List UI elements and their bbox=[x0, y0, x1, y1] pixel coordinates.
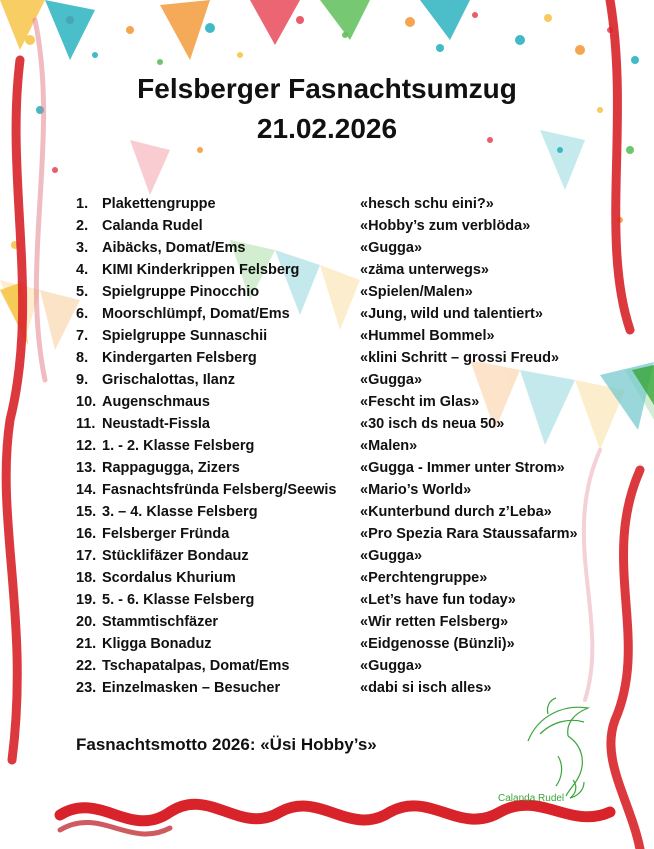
entry-motto: «Pro Spezia Rara Staussafarm» bbox=[360, 526, 578, 542]
entry-motto: «klini Schritt – grossi Freud» bbox=[360, 350, 560, 366]
list-item bbox=[76, 504, 596, 526]
list-item bbox=[76, 284, 596, 306]
entry-group: Plakettengruppe bbox=[102, 196, 216, 212]
parade-list bbox=[76, 196, 596, 702]
list-item bbox=[76, 372, 596, 394]
list-item bbox=[76, 240, 596, 262]
entry-motto: «Fescht im Glas» bbox=[360, 394, 480, 410]
list-item bbox=[76, 526, 596, 548]
entry-motto: «Mario’s World» bbox=[360, 482, 472, 498]
entry-motto: «Gugga» bbox=[360, 240, 423, 256]
entry-number: 4. bbox=[76, 262, 89, 278]
entry-number: 11. bbox=[76, 416, 96, 432]
entry-number: 3. bbox=[76, 240, 89, 256]
entry-group: Tschapatalpas, Domat/Ems bbox=[102, 658, 290, 674]
event-date: 21.02.2026 bbox=[256, 113, 398, 144]
list-item bbox=[76, 460, 596, 482]
entry-number: 19. bbox=[76, 592, 97, 608]
entry-number: 6. bbox=[76, 306, 89, 322]
entry-motto: «Let’s have fun today» bbox=[360, 592, 516, 608]
list-item bbox=[76, 636, 596, 658]
list-item bbox=[76, 482, 596, 504]
entry-motto: «hesch schu eini?» bbox=[360, 196, 494, 212]
page-title: Felsberger Fasnachtsumzug bbox=[137, 73, 517, 104]
entry-motto: «Gugga - Immer unter Strom» bbox=[360, 460, 565, 476]
list-item bbox=[76, 350, 596, 372]
list-item bbox=[76, 658, 596, 680]
list-item bbox=[76, 306, 596, 328]
entry-motto: «Hobby’s zum verblöda» bbox=[360, 218, 531, 234]
entry-number: 1. bbox=[76, 196, 89, 212]
entry-motto: «Gugga» bbox=[360, 372, 423, 388]
entry-number: 9. bbox=[76, 372, 89, 388]
entry-motto: «Spielen/Malen» bbox=[360, 284, 473, 300]
entry-group: 5. - 6. Klasse Felsberg bbox=[102, 592, 255, 608]
list-item bbox=[76, 196, 596, 218]
entry-motto: «Wir retten Felsberg» bbox=[360, 614, 509, 630]
entry-number: 23. bbox=[76, 680, 97, 696]
entry-group: Einzelmasken – Besucher bbox=[102, 680, 281, 696]
entry-group: Scordalus Khurium bbox=[102, 570, 236, 586]
entry-motto: «Perchtengruppe» bbox=[360, 570, 488, 586]
entry-number: 12. bbox=[76, 438, 97, 454]
entry-number: 21. bbox=[76, 636, 97, 652]
list-item bbox=[76, 328, 596, 350]
fasnacht-motto: Fasnachtsmotto 2026: «Üsi Hobby’s» bbox=[76, 735, 377, 754]
entry-number: 18. bbox=[76, 570, 97, 586]
logo-caption: Calanda Rudel bbox=[498, 793, 565, 804]
entry-group: Calanda Rudel bbox=[102, 218, 203, 234]
entry-number: 22. bbox=[76, 658, 97, 674]
entry-number: 13. bbox=[76, 460, 97, 476]
entry-group: Aibäcks, Domat/Ems bbox=[102, 240, 246, 256]
list-item bbox=[76, 394, 596, 416]
entry-number: 15. bbox=[76, 504, 97, 520]
entry-group: Moorschlümpf, Domat/Ems bbox=[102, 306, 290, 322]
entry-motto: «Gugga» bbox=[360, 548, 423, 564]
entry-motto: «zäma unterwegs» bbox=[360, 262, 489, 278]
entry-group: Spielgruppe Sunnaschii bbox=[102, 328, 268, 344]
entry-number: 20. bbox=[76, 614, 97, 630]
entry-motto: «30 isch ds neua 50» bbox=[360, 416, 505, 432]
entry-group: Fasnachtsfründa Felsberg/Seewis bbox=[102, 482, 337, 498]
entry-group: Kindergarten Felsberg bbox=[102, 350, 257, 366]
entry-group: Spielgruppe Pinocchio bbox=[102, 284, 260, 300]
entry-number: 8. bbox=[76, 350, 89, 366]
entry-group: Kligga Bonaduz bbox=[102, 636, 212, 652]
entry-number: 5. bbox=[76, 284, 89, 300]
entry-motto: «Kunterbund durch z’Leba» bbox=[360, 504, 552, 520]
entry-group: 3. – 4. Klasse Felsberg bbox=[102, 504, 258, 520]
entry-group: Neustadt-Fissla bbox=[102, 416, 210, 432]
calanda-rudel-logo bbox=[518, 696, 598, 806]
list-item bbox=[76, 218, 596, 240]
entry-number: 16. bbox=[76, 526, 97, 542]
list-item bbox=[76, 570, 596, 592]
entry-group: Rappagugga, Zizers bbox=[102, 460, 240, 476]
entry-motto: «Jung, wild und talentiert» bbox=[360, 306, 543, 322]
list-item bbox=[76, 548, 596, 570]
entry-group: Augenschmaus bbox=[102, 394, 210, 410]
entry-number: 2. bbox=[76, 218, 89, 234]
entry-group: Felsberger Fründa bbox=[102, 526, 230, 542]
entry-group: KIMI Kinderkrippen Felsberg bbox=[102, 262, 300, 278]
entry-motto: «dabi si isch alles» bbox=[360, 680, 492, 696]
entry-number: 10. bbox=[76, 394, 97, 410]
list-item bbox=[76, 438, 596, 460]
entry-group: Grischalottas, Ilanz bbox=[102, 372, 235, 388]
entry-number: 14. bbox=[76, 482, 97, 498]
entry-number: 7. bbox=[76, 328, 89, 344]
list-item bbox=[76, 592, 596, 614]
list-item bbox=[76, 416, 596, 438]
entry-group: Stücklifäzer Bondauz bbox=[102, 548, 249, 564]
entry-group: 1. - 2. Klasse Felsberg bbox=[102, 438, 255, 454]
list-item bbox=[76, 262, 596, 284]
bunting-top bbox=[0, 0, 470, 60]
entry-motto: «Gugga» bbox=[360, 658, 423, 674]
entry-group: Stammtischfäzer bbox=[102, 614, 219, 630]
list-item bbox=[76, 614, 596, 636]
entry-motto: «Eidgenosse (Bünzli)» bbox=[360, 636, 515, 652]
entry-motto: «Hummel Bommel» bbox=[360, 328, 495, 344]
entry-motto: «Malen» bbox=[360, 438, 418, 454]
entry-number: 17. bbox=[76, 548, 97, 564]
